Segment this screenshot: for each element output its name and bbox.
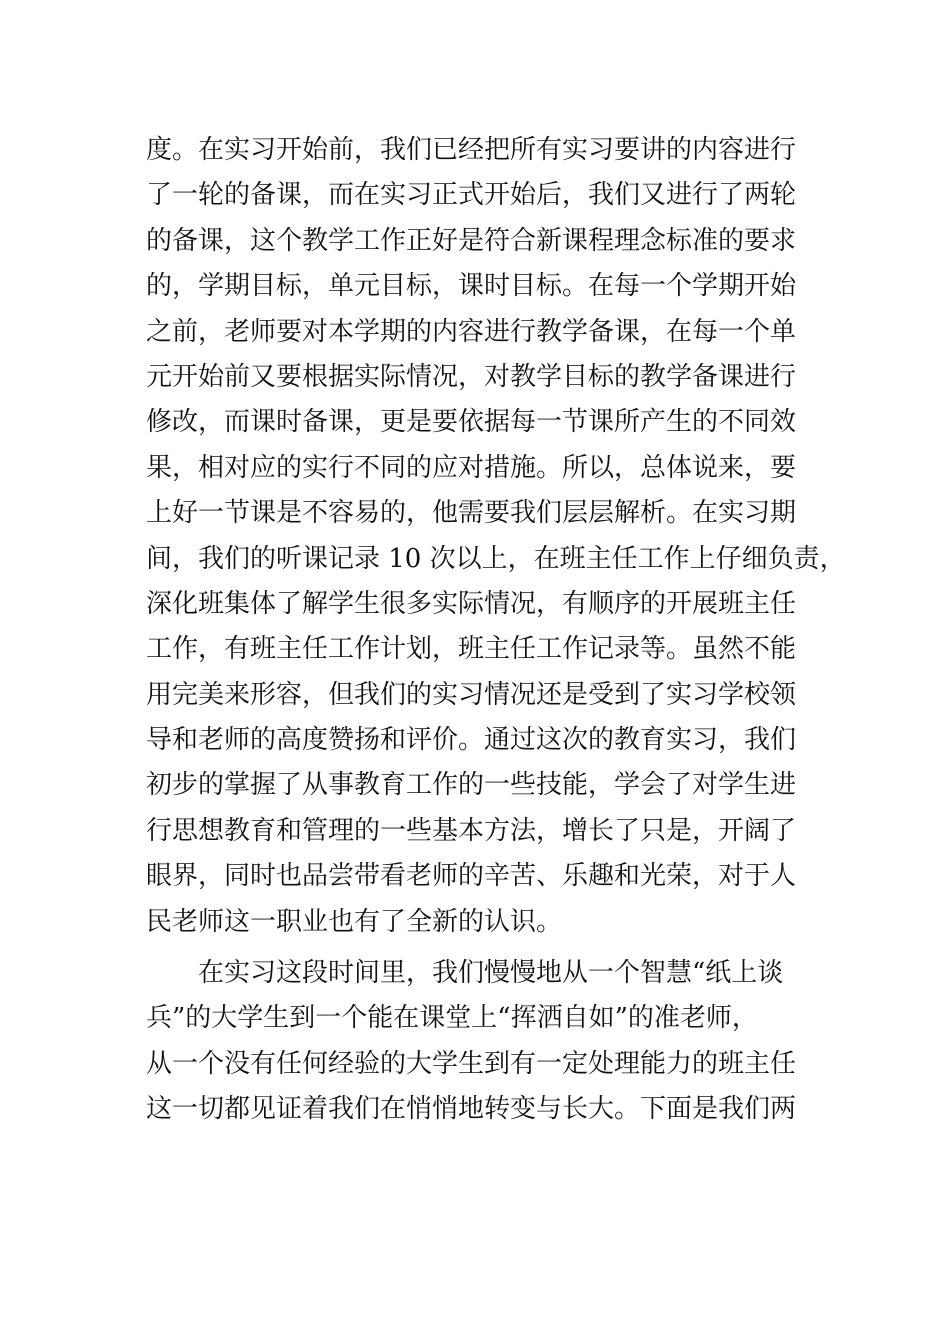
text-line: 兵”的大学生到一个能在课堂上“挥洒自如”的准老师，: [146, 1003, 758, 1034]
text-line: 元开始前又要根据实际情况，对教学目标的教学备课进行: [146, 361, 797, 392]
text-line: 在实习这段时间里，我们慢慢地从一个智慧“纸上谈: [198, 958, 784, 989]
paragraph-1: [146, 128, 846, 945]
text-line: 之前，老师要对本学期的内容进行教学备课，在每一个单: [146, 316, 797, 347]
text-line: 眼界，同时也品尝带看老师的辛苦、乐趣和光荣，对于人: [146, 861, 797, 892]
text-line: 初步的掌握了从事教育工作的一些技能，学会了对学生进: [146, 770, 797, 801]
text-line: 上好一节课是不容易的，他需要我们层层解析。在实习期: [146, 498, 797, 529]
text-line: 导和老师的高度赞扬和评价。通过这次的教育实习，我们: [146, 725, 797, 756]
text-line: 用完美来形容，但我们的实习情况还是受到了实习学校领: [146, 679, 797, 710]
text-line: 行思想教育和管理的一些基本方法，增长了只是，开阔了: [146, 815, 797, 846]
text-line: 的备课，这个教学工作正好是符合新课程理念标准的要求: [146, 225, 797, 256]
text-line: 民老师这一职业也有了全新的认识。: [146, 906, 563, 937]
text-line: 间，我们的听课记录 10 次以上，在班主任工作上仔细负责，: [146, 543, 846, 574]
text-line: 这一切都见证着我们在悄悄地转变与长大。下面是我们两: [146, 1094, 797, 1125]
text-line: 果，相对应的实行不同的应对措施。所以，总体说来，要: [146, 452, 797, 483]
text-line: 深化班集体了解学生很多实际情况，有顺序的开展班主任: [146, 588, 797, 619]
text-line: 修改，而课时备课，更是要依据每一节课所产生的不同效: [146, 407, 797, 438]
text-line: 的，学期目标，单元目标，课时目标。在每一个学期开始: [146, 271, 797, 302]
body-text: [146, 128, 846, 1133]
text-line: 从一个没有任何经验的大学生到有一定处理能力的班主任: [146, 1048, 797, 1079]
text-line: 了一轮的备课，而在实习正式开始后，我们又进行了两轮: [146, 180, 797, 211]
text-line: 工作，有班主任工作计划，班主任工作记录等。虽然不能: [146, 634, 797, 665]
paragraph-2: [146, 951, 826, 1133]
text-line: 度。在实习开始前，我们已经把所有实习要讲的内容进行: [146, 135, 797, 165]
